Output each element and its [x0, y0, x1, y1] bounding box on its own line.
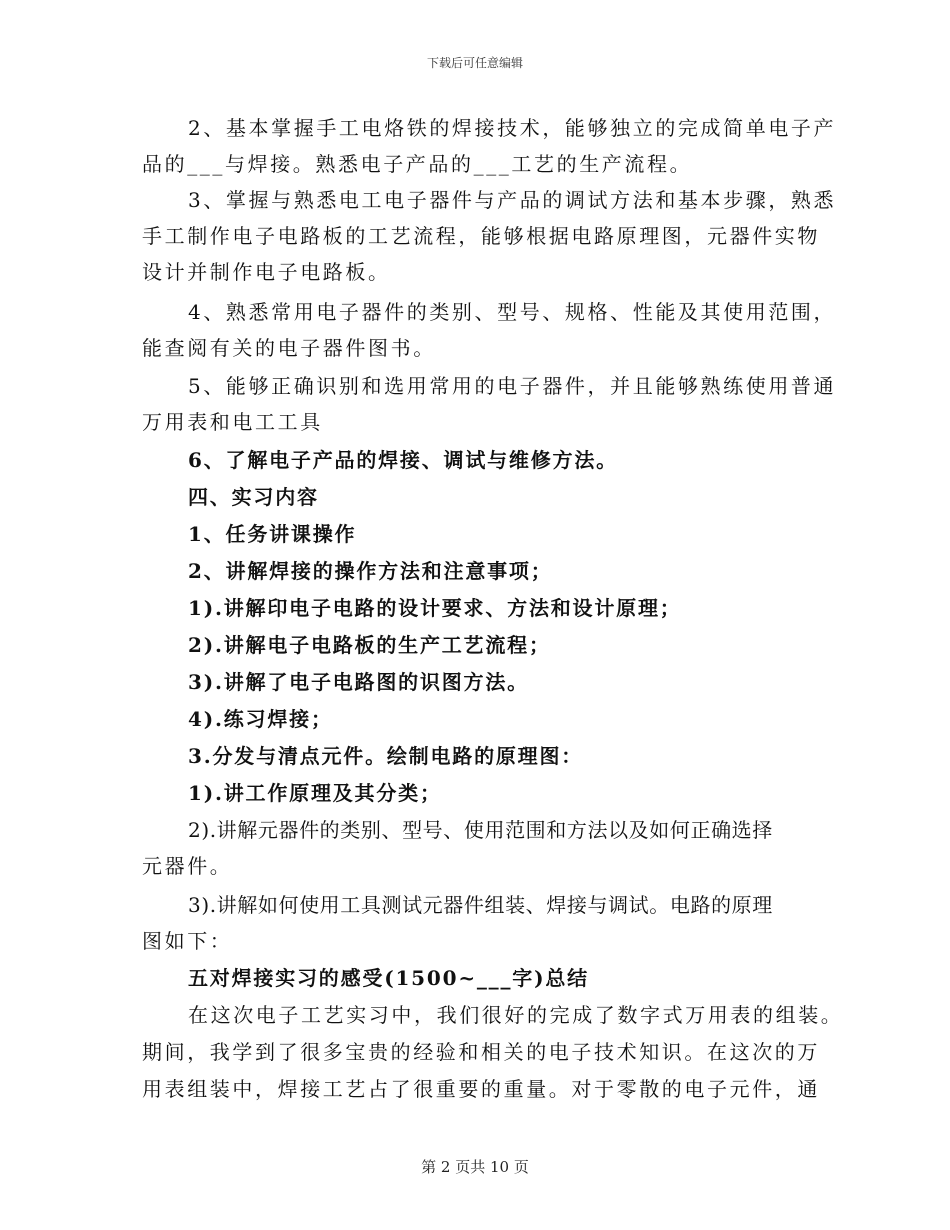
text-line-16: 3).讲解了电子电路图的识图方法。 — [188, 670, 529, 694]
text-line-2: 品的___与焊接。熟悉电子产品的___工艺的生产流程。 — [142, 152, 693, 176]
text-line-3: 3、掌握与熟悉电工电子器件与产品的调试方法和基本步骤，熟悉 — [188, 188, 837, 212]
text-line-14: 1).讲解印电子电路的设计要求、方法和设计原理； — [188, 596, 682, 620]
text-line-17: 4).练习焊接； — [188, 707, 333, 731]
text-line-26: 期间，我学到了很多宝贵的经验和相关的电子技术知识。在这次的万 — [142, 1040, 820, 1064]
text-line-22: 3).讲解如何使用工具测试元器件组装、焊接与调试。电路的原理 — [188, 893, 773, 917]
text-line-8: 5、能够正确识别和选用常用的电子器件，并且能够熟练使用普通 — [188, 374, 837, 398]
section-heading-4: 四、实习内容 — [188, 485, 319, 509]
text-line-19: 1).讲工作原理及其分类； — [188, 781, 442, 805]
text-line-18: 3.分发与清点元件。绘制电路的原理图： — [188, 744, 584, 768]
text-line-1: 2、基本掌握手工电烙铁的焊接技术，能够独立的完成简单电子产 — [188, 116, 837, 140]
text-line-13: 2、讲解焊接的操作方法和注意事项； — [188, 559, 553, 583]
text-line-7: 能查阅有关的电子器件图书。 — [142, 336, 436, 360]
text-line-9: 万用表和电工工具 — [142, 410, 323, 434]
page-number-footer: 第 2 页共 10 页 — [421, 1158, 529, 1176]
text-line-10: 6、了解电子产品的焊接、调试与维修方法。 — [188, 448, 618, 472]
text-line-12: 1、任务讲课操作 — [188, 522, 357, 546]
text-line-5: 设计并制作电子电路板。 — [142, 260, 391, 284]
text-line-23: 图如下： — [142, 929, 233, 953]
section-heading-5: 五对焊接实习的感受(1500~___字)总结 — [188, 966, 589, 990]
text-line-25: 在这次电子工艺实习中，我们很好的完成了数字式万用表的组装。 — [188, 1003, 844, 1027]
page-header-note: 下载后可任意编辑 — [426, 56, 523, 70]
text-line-15: 2).讲解电子电路板的生产工艺流程； — [188, 633, 551, 657]
text-line-27: 用表组装中，焊接工艺占了很重要的重量。对于零散的电子元件，通 — [142, 1077, 820, 1101]
text-line-20: 2).讲解元器件的类别、型号、使用范围和方法以及如何正确选择 — [188, 818, 773, 842]
text-line-21: 元器件。 — [142, 854, 233, 878]
text-line-4: 手工制作电子电路板的工艺流程，能够根据电路原理图，元器件实物 — [142, 224, 820, 248]
text-line-6: 4、熟悉常用电子器件的类别、型号、规格、性能及其使用范围， — [188, 300, 837, 324]
